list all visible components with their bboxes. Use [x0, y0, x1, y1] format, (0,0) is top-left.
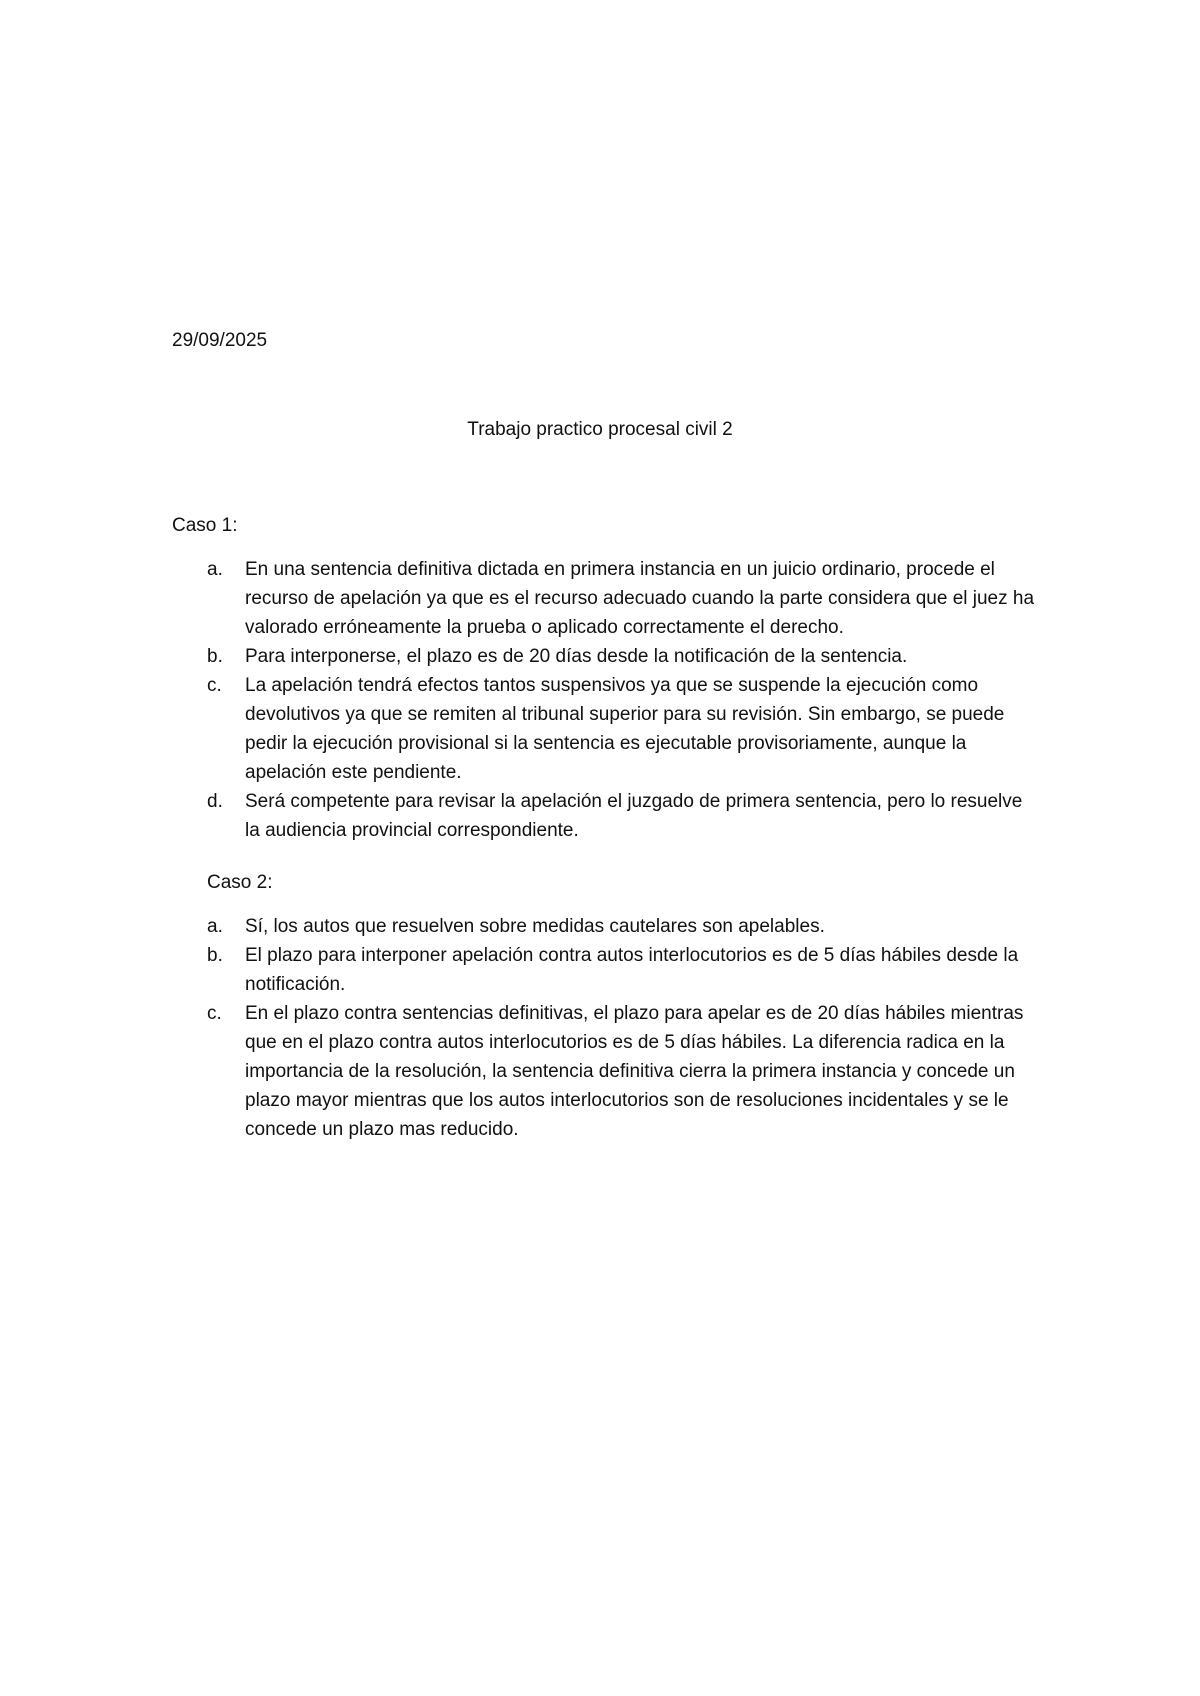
list-item-text: Sí, los autos que resuelven sobre medidas cautelares son apelables.	[245, 916, 825, 937]
list-item-text: En el plazo contra sentencias definitivas, el plazo para apelar es de 20 días hábiles mientras que en el plazo contra autos interlocutorios es de 5 días hábiles. La diferencia radica en la importancia de la resolución, la sentencia definitiva cierra la primera instancia y concede un plazo mayor mientras que los autos interlocutorios son de resoluciones incidentales y se le concede un plazo mas reducido.	[245, 1003, 1024, 1140]
case-2-list	[0, 912, 1200, 1144]
list-item-text: El plazo para interponer apelación contra autos interlocutorios es de 5 días hábiles desde la notificación.	[245, 945, 1019, 995]
list-marker: b.	[207, 945, 223, 966]
case-2-heading: Caso 2:	[207, 872, 273, 893]
case-1-heading: Caso 1:	[172, 515, 238, 536]
case-1-item-b	[0, 642, 1200, 671]
list-item-text: En una sentencia definitiva dictada en primera instancia en un juicio ordinario, procede el recurso de apelación ya que es el recurso adecuado cuando la parte considera que el juez ha valorado erróneamente la prueba o aplicado correctamente el derecho.	[245, 559, 1035, 638]
case-2-item-a	[0, 912, 1200, 941]
case-1-item-a	[0, 555, 1200, 642]
case-1-item-d	[0, 787, 1200, 845]
case-2-item-c	[0, 999, 1200, 1144]
list-marker: c.	[207, 675, 222, 696]
list-item-text: Para interponerse, el plazo es de 20 días desde la notificación de la sentencia.	[245, 646, 908, 667]
list-marker: a.	[207, 916, 223, 937]
list-marker: a.	[207, 559, 223, 580]
case-1-item-c	[0, 671, 1200, 787]
document-date: 29/09/2025	[172, 330, 268, 351]
list-marker: b.	[207, 646, 223, 667]
list-item-text: Será competente para revisar la apelación el juzgado de primera sentencia, pero lo resuelve la audiencia provincial correspondiente.	[245, 791, 1023, 841]
list-marker: d.	[207, 791, 223, 812]
case-1-list	[0, 555, 1200, 845]
list-item-text: La apelación tendrá efectos tantos suspensivos ya que se suspende la ejecución como devolutivos ya que se remiten al tribunal superior para su revisión. Sin embargo, se puede pedir la ejecución provisional si la sentencia es ejecutable provisoriamente, aunque la apelación este pendiente.	[245, 675, 1005, 783]
case-2-item-b	[0, 941, 1200, 999]
list-marker: c.	[207, 1003, 222, 1024]
document-title: Trabajo practico procesal civil 2	[467, 419, 733, 440]
